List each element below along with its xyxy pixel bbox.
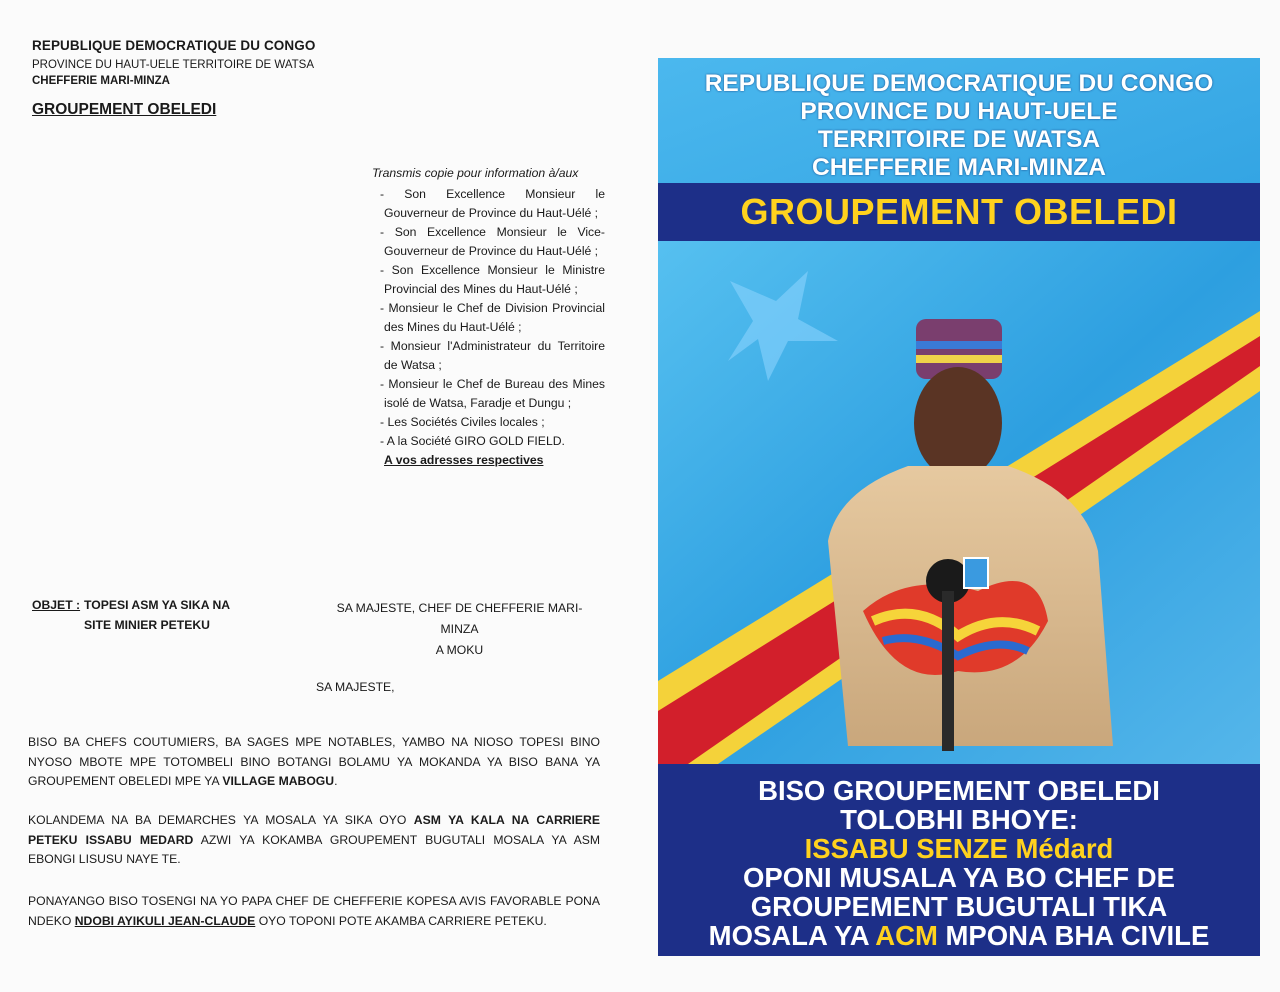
poster-line-6 [658, 921, 1260, 950]
text-run: OYO TOPONI POTE AKAMBA CARRIERE PETEKU. [255, 913, 547, 928]
acm-label: ACM [875, 920, 938, 951]
text-run: MPONA BHA CIVILE [937, 920, 1210, 951]
paragraph-2 [28, 811, 600, 870]
poster-line-4: OPONI MUSALA YA BO CHEF DE [743, 862, 1175, 893]
text-run: KOLANDEMA NA BA DEMARCHES YA MOSALA YA SIKA OYO [28, 813, 414, 827]
letter-header [32, 38, 315, 119]
text-run: PONAYANGO BISO TOSENGI NA YO PAPA CHEF DE CHEFFERIE KOPESA AVIS FAVORABLE PONA NDEKO [28, 894, 600, 928]
poster-province: PROVINCE DU HAUT-UELE [800, 98, 1118, 125]
subject-label: OBJET : [32, 598, 81, 612]
emblem-staff [942, 591, 954, 751]
header-country: REPUBLIQUE DEMOCRATIQUE DU CONGO [32, 38, 316, 53]
list-item: - Son Excellence Monsieur le Vice-Gouverneur de Province du Haut-Uélé ; [380, 225, 605, 258]
poster-territoire: TERRITOIRE DE WATSA [817, 126, 1101, 153]
header-groupement: GROUPEMENT OBELEDI [32, 101, 217, 118]
poster-line-5: GROUPEMENT BUGUTALI TIKA [750, 891, 1168, 922]
poster-line-1: BISO GROUPEMENT OBELEDI [758, 775, 1160, 806]
list-item: - Les Sociétés Civiles locales ; [380, 415, 545, 429]
list-item: - Monsieur le Chef de Bureau des Mines isolé de Watsa, Faradje et Dungu ; [380, 377, 605, 410]
flag-badge [964, 558, 988, 588]
poster-header [658, 58, 1260, 183]
poster-chefferie: CHEFFERIE MARI-MINZA [812, 154, 1106, 181]
poster-country: REPUBLIQUE DEMOCRATIQUE DU CONGO [704, 70, 1214, 97]
addressee-place: A MOKU [435, 643, 484, 657]
list-item: - Monsieur le Chef de Division Provincial des Mines du Haut-Uélé ; [380, 301, 605, 334]
list-item: - Monsieur l'Administrateur du Territoire de Watsa ; [380, 339, 605, 372]
paragraph-1 [28, 733, 600, 792]
candidate-name: NDOBI AYIKULI JEAN-CLAUDE [74, 913, 256, 928]
flag-portrait-image [658, 241, 1260, 764]
poster-groupement-band: GROUPEMENT OBELEDI [658, 183, 1260, 241]
text-run: BISO BA CHEFS COUTUMIERS, BA SAGES MPE NOTABLES, YAMBO NA NIOSO TOPESI BINO NYOSO MBOTE MPE TOTOMBELI BINO BOTANGI BOLAMU YA MOKANDA YA BISO BANA YA GROUPEMENT OBELEDI MPE YA [28, 735, 600, 788]
paragraph-3 [28, 892, 600, 931]
subject-text: TOPESI ASM YA SIKA NA SITE MINIER PETEKU [84, 598, 230, 632]
poster-message [658, 764, 1260, 956]
addressee [318, 598, 601, 661]
list-item: - Son Excellence Monsieur le Ministre Provincial des Mines du Haut-Uélé ; [380, 263, 605, 296]
addressee-name: SA MAJESTE, CHEF DE CHEFFERIE MARI-MINZA [336, 601, 583, 636]
subject-block [32, 598, 244, 635]
copy-intro: Transmis copie pour information à/aux [372, 166, 579, 180]
text-run: AZWI YA KOKAMBA GROUPEMENT BUGUTALI MOSALA YA ASM EBONGI LISUSU NAYE TE. [28, 832, 600, 866]
poster [658, 58, 1260, 956]
candidate-name-yellow: ISSABU SENZE Médard [804, 833, 1114, 864]
header-chefferie: CHEFFERIE MARI-MINZA [32, 75, 170, 87]
face [914, 367, 1002, 479]
copy-closing: A vos adresses respectives [384, 453, 544, 467]
text-run: . [334, 774, 338, 788]
header-province: PROVINCE DU HAUT-UELE TERRITOIRE DE WATSA [32, 59, 315, 71]
village-name: VILLAGE MABOGU [222, 774, 335, 788]
list-item: - A la Société GIRO GOLD FIELD. [380, 434, 565, 448]
text-run: MOSALA YA [708, 920, 876, 951]
bold-run: ASM YA KALA NA CARRIERE PETEKU ISSABU MEDARD [28, 813, 600, 847]
poster-line-2: TOLOBHI BHOYE: [840, 804, 1078, 835]
salutation: SA MAJESTE, [316, 680, 395, 694]
copy-recipients [372, 164, 605, 470]
list-item: - Son Excellence Monsieur le Gouverneur de Province du Haut-Uélé ; [380, 187, 605, 220]
